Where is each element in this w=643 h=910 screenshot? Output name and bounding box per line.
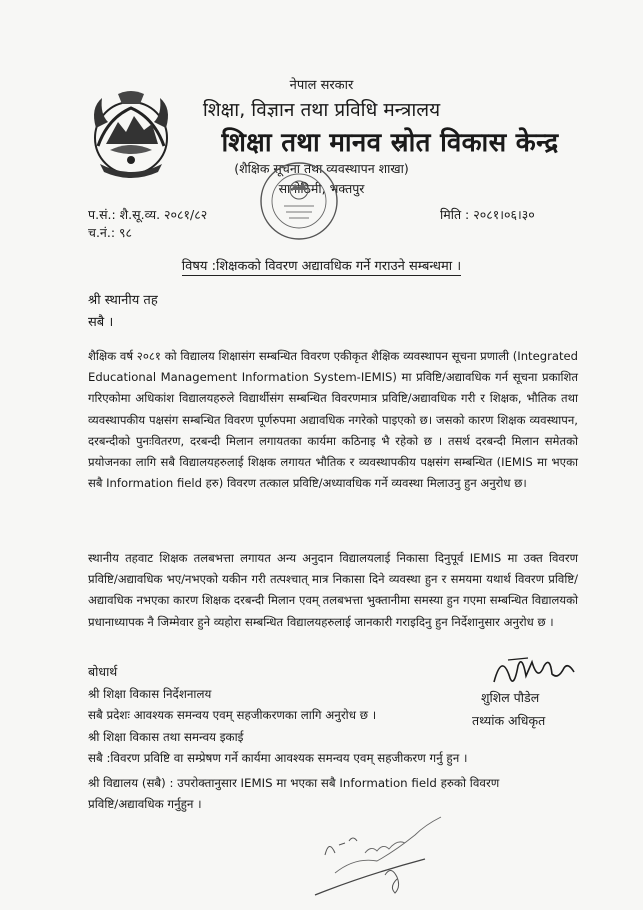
handwritten-note-icon	[305, 795, 455, 900]
addressee-line-2: सबै ।	[88, 315, 114, 330]
cc-line-2: सबै प्रदेशः आवश्यक समन्वय एवम् सहजीकरणका लागि अनुरोध छ ।	[88, 708, 377, 722]
cc-line-6: प्रविष्टि/अद्यावधिक गर्नुहुन ।	[88, 797, 202, 811]
cc-line-4: सबै :विवरण प्रविष्टि वा सम्प्रेषण गर्ने कार्यमा आवश्यक समन्वय एवम् सहजीकरण गर्नु हुन ।	[88, 751, 468, 765]
subject-line	[0, 256, 643, 274]
government-name: नेपाल सरकार	[289, 78, 354, 93]
cc-line-1: श्री शिक्षा विकास निर्देशनालय	[88, 687, 212, 701]
reference-number: प.सं.: शै.सू.व्य. २०८१/८२	[88, 207, 208, 222]
office-address: सानोठिमी, भक्तपुर	[278, 181, 365, 196]
ministry-name: शिक्षा, विज्ञान तथा प्रविधि मन्त्रालय	[202, 99, 441, 121]
dispatch-number: च.नं.: ९८	[88, 225, 133, 240]
cc-line-3: श्री शिक्षा विकास तथा समन्वय इकाई	[88, 730, 244, 744]
cc-line-5: श्री विद्यालय (सबै) : उपरोक्तानुसार IEMIS मा भएका सबै Information field हरुको विवरण	[88, 776, 500, 790]
subject-text: विषय :शिक्षकको विवरण अद्यावधिक गर्ने गराउने सम्बन्धमा ।	[181, 259, 462, 274]
letter-date: मिति : २०८१।०६।३०	[440, 207, 535, 222]
addressee-line-1: श्री स्थानीय तह	[88, 293, 158, 308]
body-paragraph-2: स्थानीय तहवाट शिक्षक तलबभत्ता लगायत अन्य अनुदान विद्यालयलाई निकासा दिनुपूर्व IEMIS मा उक्त विवरण प्रविष्टि/अद्यावधिक भए/नभएको यकीन गरी तत्पश्चात् मात्र निकासा दिने व्यवस्था हुन र समयमा यथार्थ विवरण प्रविष्टि/अद्यावधिक नभएका कारण शिक्षक दरबन्दी मिलान एवम् तलबभत्ता भुक्तानीमा समस्या हुन गएमा सम्बन्धित विद्यालयको प्रधानाध्यापक नै जिम्मेवार हुने व्यहोरा सम्बन्धित विद्यालयहरुलाई जानकारी गराइदिनु हुन निर्देशानुसार अनुरोध छ ।	[88, 551, 578, 629]
body-paragraph-1: शैक्षिक वर्ष २०८१ को विद्यालय शिक्षासंग सम्बन्धित विवरण एकीकृत शैक्षिक व्यवस्थापन सूचना प्रणाली (Integrated Educational Management Information System-IEMIS) मा प्रविष्टि/अद्यावधिक गर्न सूचना प्रकाशित गरिएकोमा अधिकांश विद्यालयहरुले विद्यार्थीसंग सम्बन्धित विवरणमात्र प्रविष्टि/अद्यावधिक गरी र शिक्षक, भौतिक तथा व्यवस्थापकीय पक्षसंग सम्बन्धित विवरण पूर्णरुपमा अद्यावधिक नगरेको पाइएको छ। जसको कारण शिक्षक व्यवस्थापन, दरबन्दीको पुनःवितरण, दरबन्दी मिलान लगायतका कार्यमा कठिनाइ भै रहेको छ । तसर्थ दरबन्दी मिलान समेतको प्रयोजनका लागि सबै विद्यालयहरुलाई शिक्षक लगायत भौतिक र व्यवस्थापकीय पक्षसंग सम्बन्धित (IEMIS मा भएका सबै Information field हरु) विवरण तत्काल प्रविष्टि/अध्यावधिक गर्ने व्यवस्था मिलाउनु हुन अनुरोध छ।	[88, 349, 578, 491]
section-name: (शैक्षिक सूचना तथा व्यवस्थापन शाखा)	[234, 161, 409, 176]
cc-heading: बोधार्थ	[88, 664, 118, 679]
signatory-title: तथ्यांक अधिकृत	[472, 713, 546, 728]
center-name: शिक्षा तथा मानव स्रोत विकास केन्द्र	[221, 128, 559, 158]
signatory-name: शुशिल पौडेल	[481, 690, 540, 705]
office-stamp-icon	[258, 160, 340, 242]
